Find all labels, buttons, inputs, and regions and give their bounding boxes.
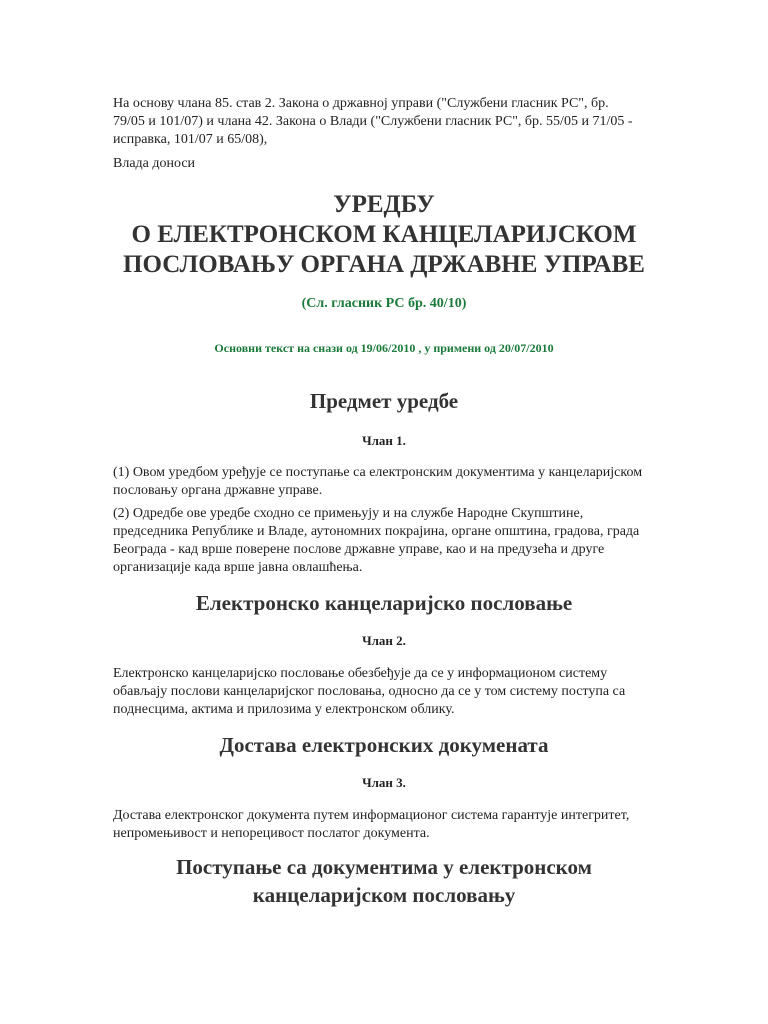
article-2-label: Члан 2. [362,633,406,648]
article-1-paragraph-2: (2) Одредбе ове уредбе сходно се примењују и на службе Народне Скупштине, председника Републике и Владе, аутономних покрајина, органе општина, градова, града Београда - кад врше поверене послове државне управе, као и на предузећа и друге организације када врше јавна овлашћења. [113,506,640,575]
government-enacts: Влада доноси [113,156,196,171]
article-1-label: Члан 1. [362,433,406,448]
basic-text-note: Основни текст на снази од 19/06/2010 , у примени од 20/07/2010 [214,341,554,355]
section-heading-electronic-office: Електронско канцеларијско пословање [195,591,573,615]
gazette-reference: (Сл. гласник РС бр. 40/10) [301,296,467,311]
preamble-text: На основу члана 85. став 2. Закона о државној управи ("Службени гласник РС", бр. 79/05 и 101/07) и члана 42. Закона о Влади ("Службени гласник РС", бр. 55/05 и 71/05 - исправка, 101/07 и 65/08), [113,96,633,147]
title-line-2: О ЕЛЕКТРОНСКОМ КАНЦЕЛАРИЈСКОМ [131,221,637,248]
section-heading-line-2: канцеларијском пословању [252,883,516,907]
article-3-label: Члан 3. [362,775,406,790]
title-line-3: ПОСЛОВАЊУ ОРГАНА ДРЖАВНЕ УПРАВЕ [123,251,645,278]
section-heading-delivery: Достава електронских докумената [219,733,549,757]
section-heading-line-1: Поступање са документима у електронском [176,855,592,879]
document-title [113,190,655,280]
document-page [113,95,655,909]
title-line-1: УРЕДБУ [333,191,435,218]
article-3-paragraph-1: Достава електронског документа путем информационог система гарантује интегритет, непромењивост и непорецивост послатог документа. [113,808,630,841]
article-1-paragraph-1: (1) Овом уредбом уређује се поступање са електронским документима у канцеларијском пословању органа државне управе. [113,465,643,498]
section-heading-document-handling [113,853,655,909]
article-2-paragraph-1: Електронско канцеларијско пословање обезбеђује да се у информационом систему обављају послови канцеларијског пословања, односно да се у том систему поступа са поднесцима, актима и прилозима у електронском облику. [113,666,626,717]
section-heading-subject: Предмет уредбе [309,389,459,413]
